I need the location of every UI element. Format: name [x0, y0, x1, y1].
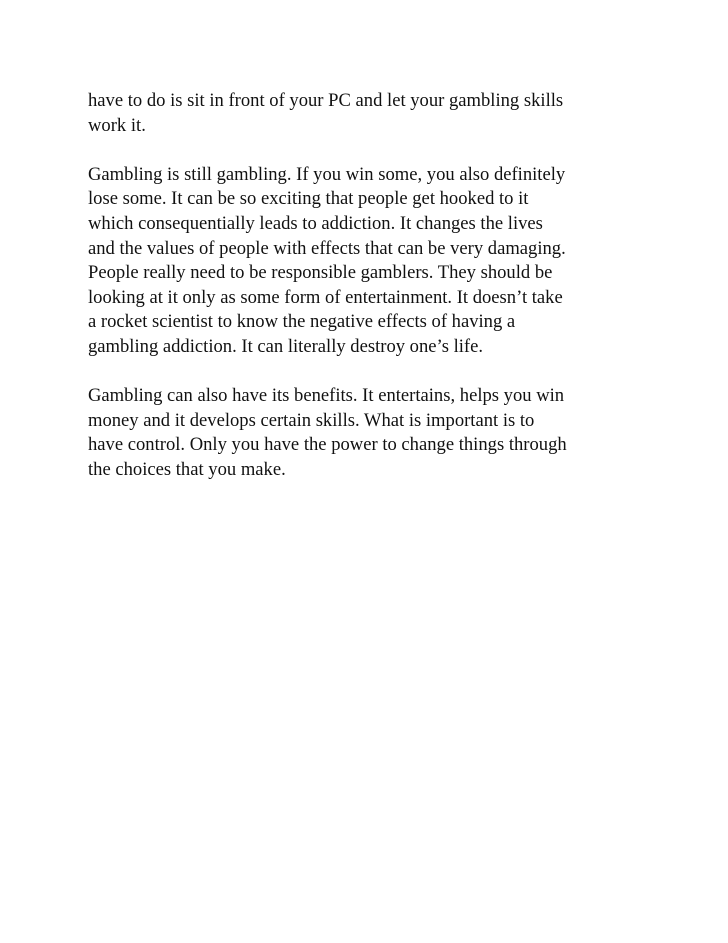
text-line: Gambling is still gambling. If you win some, you also definitely [88, 163, 566, 185]
text-line: work it. [88, 114, 146, 136]
text-line: a rocket scientist to know the negative effects of having a [88, 311, 516, 333]
text-line: gambling addiction. It can literally destroy one’s life. [88, 335, 484, 357]
text-line: looking at it only as some form of entertainment. It doesn’t take [88, 286, 563, 308]
text-line: lose some. It can be so exciting that people get hooked to it [88, 188, 529, 210]
text-line: and the values of people with effects that can be very damaging. [88, 237, 566, 259]
document-body [88, 89, 648, 507]
text-line: the choices that you make. [88, 458, 286, 480]
text-line: money and it develops certain skills. What is important is to [88, 409, 535, 431]
text-line: have control. Only you have the power to change things through [88, 434, 567, 456]
text-line: Gambling can also have its benefits. It entertains, helps you win [88, 385, 565, 407]
text-line: People really need to be responsible gamblers. They should be [88, 262, 553, 284]
text-line: have to do is sit in front of your PC and let your gambling skills [88, 90, 564, 111]
paragraph-3 [88, 384, 648, 482]
paragraph-1 [88, 89, 648, 138]
paragraph-2 [88, 163, 648, 360]
text-line: which consequentially leads to addiction. It changes the lives [88, 212, 543, 234]
